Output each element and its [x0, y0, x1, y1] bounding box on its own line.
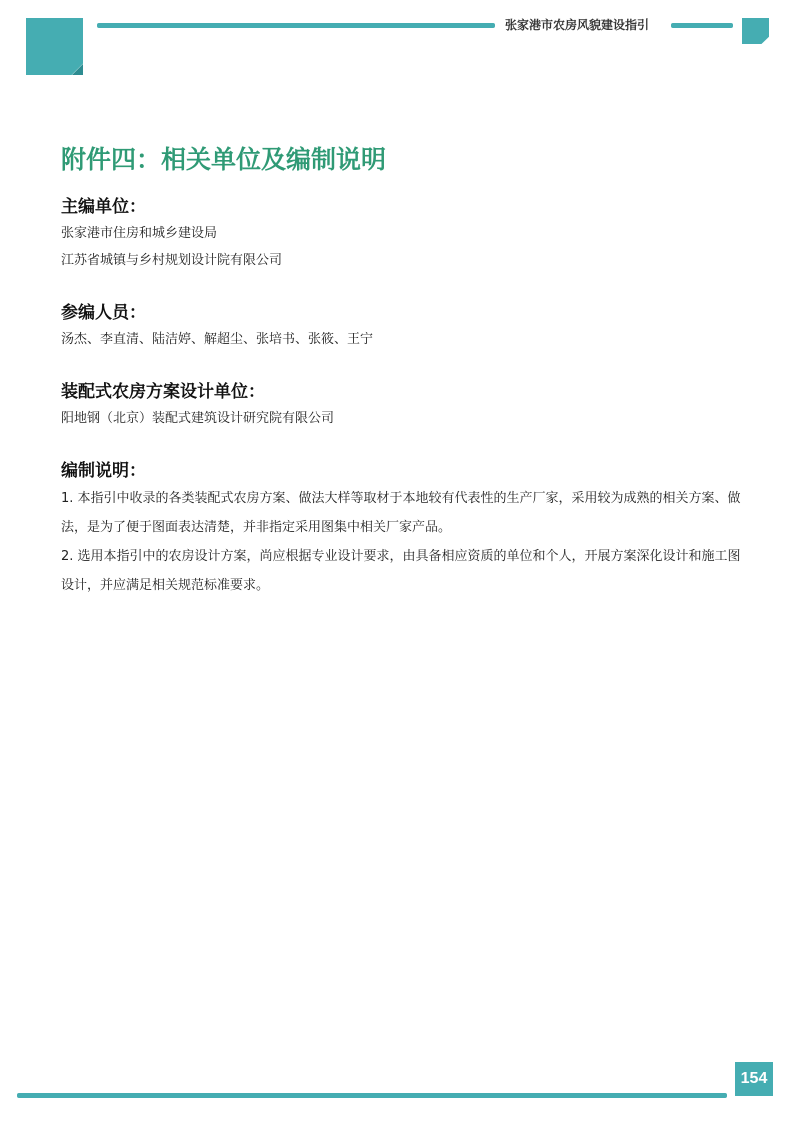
header-bar-left [97, 23, 495, 28]
section-heading: 编制说明： [61, 461, 146, 481]
text-line: 江苏省城镇与乡村规划设计院有限公司 [61, 253, 283, 268]
page-number: 154 [740, 1070, 768, 1087]
page-number-badge [735, 1062, 773, 1096]
text-line: 汤杰、李直清、陆洁婷、解超尘、张培书、张筱、王宁 [61, 332, 374, 347]
section-heading: 主编单位： [61, 197, 146, 217]
section-chief-editor [61, 194, 751, 274]
corner-decoration-top-left [26, 18, 83, 75]
footer-bar [17, 1093, 727, 1098]
header-bar-right [671, 23, 733, 28]
section-prefab-design [61, 379, 751, 432]
page-content [61, 140, 751, 600]
section-notes [61, 458, 751, 600]
text-line: 阳地钢（北京）装配式建筑设计研究院有限公司 [61, 411, 335, 426]
header-title: 张家港市农房风貌建设指引 [505, 18, 650, 32]
note-item: 2. 选用本指引中的农房设计方案，尚应根据专业设计要求，由具备相应资质的单位和个人，开展方案深化设计和施工图设计，并应满足相关规范标准要求。 [61, 549, 741, 593]
page-title: 附件四：相关单位及编制说明 [61, 145, 387, 174]
text-line: 张家港市住房和城乡建设局 [61, 226, 218, 241]
corner-decoration-top-right [742, 18, 769, 44]
section-heading: 参编人员： [61, 303, 146, 323]
note-item: 1. 本指引中收录的各类装配式农房方案、做法大样等取材于本地较有代表性的生产厂家，采用较为成熟的相关方案、做法，是为了便于图面表达清楚，并非指定采用图集中相关厂家产品。 [61, 491, 741, 535]
section-contributors [61, 300, 751, 353]
section-heading: 装配式农房方案设计单位： [61, 382, 265, 402]
